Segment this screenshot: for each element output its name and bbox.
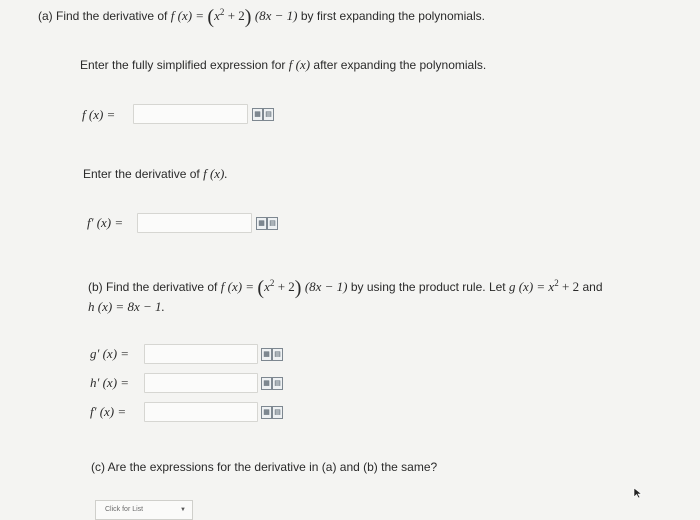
preview-icon[interactable]: ▤ (272, 377, 283, 390)
equation-editor-icon[interactable]: ▦ (256, 217, 267, 230)
term-x: x (214, 8, 220, 23)
instruction-derivative (83, 166, 228, 182)
close-paren: ) (294, 277, 302, 299)
f-answer-tools[interactable] (252, 108, 274, 120)
mouse-cursor-icon (633, 487, 643, 499)
instruction-expand (80, 57, 486, 73)
term-linear: (8x − 1) (254, 8, 298, 23)
term-linear: (8x − 1) (304, 279, 348, 294)
equation-editor-icon[interactable]: ▦ (261, 377, 272, 390)
equation-editor-icon[interactable]: ▦ (261, 406, 272, 419)
part-c-question: (c) Are the expressions for the derivative in (a) and (b) the same? (91, 460, 438, 474)
open-paren: ( (257, 277, 265, 299)
gprime-tools[interactable] (261, 348, 283, 360)
f-answer-input[interactable] (133, 104, 248, 124)
hprime-label: h′ (x) = (90, 375, 130, 390)
instruction-1-text: Enter the fully simplified expression for (80, 58, 286, 72)
term-plus-two: + 2 (227, 8, 245, 23)
dropdown-value: Click for List (105, 506, 144, 513)
term-plus-two: + 2 (277, 279, 295, 294)
part-b-prefix: (b) Find the derivative of (88, 280, 218, 294)
equation-editor-icon[interactable]: ▦ (252, 108, 263, 121)
same-expression-dropdown[interactable] (95, 500, 193, 520)
part-b-question (88, 277, 603, 300)
instruction-2-fx: f (x). (203, 166, 228, 181)
gprime-input[interactable] (144, 344, 258, 364)
fx-expr: f (x) = (170, 8, 205, 23)
part-a-suffix: by first expanding the polynomials. (300, 9, 485, 23)
and-word: and (582, 280, 603, 294)
part-b-middle: by using the product rule. Let (350, 280, 506, 294)
instruction-2-text: Enter the derivative of (83, 167, 200, 181)
instruction-fx: f (x) (288, 57, 311, 72)
preview-icon[interactable]: ▤ (267, 217, 278, 230)
part-b-fx: f (x) = (220, 279, 255, 294)
h-definition: h (x) = 8x − 1. (88, 299, 165, 314)
instruction-1-end: after expanding the polynomials. (313, 58, 487, 72)
fprime-a-label: f′ (x) = (87, 215, 124, 230)
exponent: 2 (554, 278, 559, 288)
equation-editor-icon[interactable]: ▦ (261, 348, 272, 361)
gprime-label: g′ (x) = (90, 346, 130, 361)
exponent: 2 (219, 7, 225, 17)
term-x: x (264, 279, 270, 294)
exponent: 2 (269, 278, 275, 288)
fprime-a-tools[interactable] (256, 217, 278, 229)
preview-icon[interactable]: ▤ (272, 348, 283, 361)
fprime-b-input[interactable] (144, 402, 258, 422)
hprime-input[interactable] (144, 373, 258, 393)
close-paren: ) (244, 6, 252, 28)
g-tail: + 2 (562, 279, 580, 294)
part-a-question (38, 6, 485, 29)
f-label: f (x) = (82, 107, 116, 122)
fprime-b-tools[interactable] (261, 406, 283, 418)
preview-icon[interactable]: ▤ (272, 406, 283, 419)
hprime-tools[interactable] (261, 377, 283, 389)
open-paren: ( (207, 6, 215, 28)
fprime-a-input[interactable] (137, 213, 252, 233)
part-a-prefix: (a) Find the derivative of (38, 9, 168, 23)
chevron-down-icon: ▼ (180, 507, 186, 513)
preview-icon[interactable]: ▤ (263, 108, 274, 121)
g-definition: g (x) = x (508, 279, 555, 294)
fprime-b-label: f′ (x) = (90, 404, 127, 419)
